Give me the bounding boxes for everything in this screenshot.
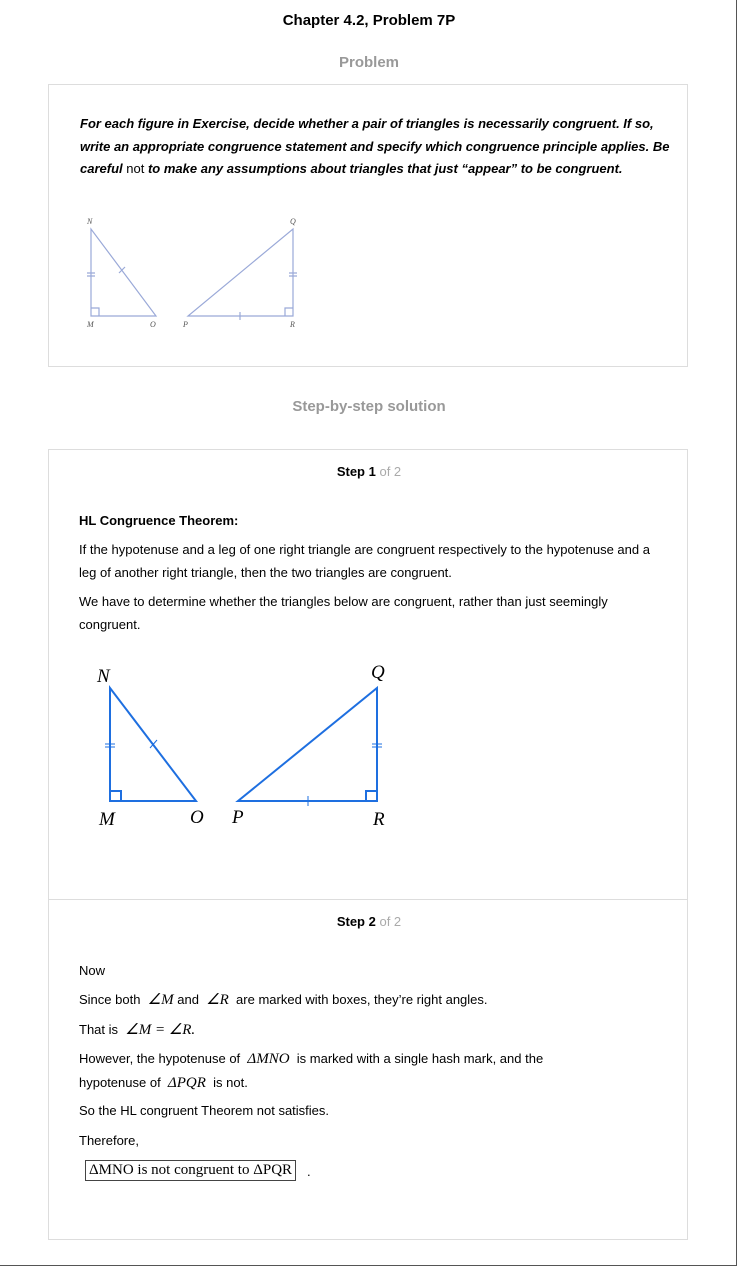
angle-r: ∠R bbox=[206, 992, 229, 1008]
step2-label: Step 2 bbox=[336, 914, 376, 929]
theorem-text: If the hypotenuse and a leg of one right triangle are congruent respectively to the hypotenuse and a leg of another right triangle, then the two triangles are congruent. bbox=[79, 542, 650, 580]
problem-text-not: not bbox=[126, 161, 145, 176]
solution-heading: Step-by-step solution bbox=[292, 398, 446, 415]
small-label-o: O bbox=[150, 320, 156, 329]
theorem-title: HL Congruence Theorem: bbox=[79, 513, 239, 528]
label-m: M bbox=[99, 809, 115, 830]
answer-period: . bbox=[307, 1164, 311, 1179]
hyp-of-text: hypotenuse of bbox=[79, 1075, 161, 1090]
label-q: Q bbox=[371, 662, 385, 683]
triangle-pqr: ΔPQR bbox=[167, 1075, 206, 1091]
problem-statement bbox=[80, 113, 670, 181]
label-r: R bbox=[373, 809, 385, 830]
small-label-m: M bbox=[87, 320, 94, 329]
small-label-q: Q bbox=[290, 217, 296, 226]
single-hash-text: is marked with a single hash mark, and the bbox=[296, 1051, 544, 1066]
hypotenuse-line bbox=[79, 1047, 669, 1095]
therefore-text: Therefore, bbox=[79, 1133, 139, 1148]
problem-heading: Problem bbox=[338, 54, 399, 71]
small-label-p: P bbox=[183, 320, 188, 329]
now-text: Now bbox=[79, 963, 106, 978]
marked-boxes-text: are marked with boxes, they’re right angles. bbox=[236, 992, 488, 1007]
equality-line bbox=[79, 1018, 669, 1042]
solution-card bbox=[48, 449, 688, 1240]
step2-of: of 2 bbox=[379, 914, 402, 929]
problem-card bbox=[48, 84, 688, 367]
however-text: However, the hypotenuse of bbox=[79, 1051, 241, 1066]
problem-text-part2: to make any assumptions about triangles that just “appear” to be congruent. bbox=[147, 161, 623, 176]
right-angles-line bbox=[79, 988, 669, 1012]
chapter-title: Chapter 4.2, Problem 7P bbox=[282, 12, 456, 29]
label-o: O bbox=[190, 807, 204, 828]
so-text: So the HL congruent Theorem not satisfies. bbox=[79, 1103, 330, 1118]
triangle-mno: ΔMNO bbox=[247, 1051, 290, 1067]
small-label-r: R bbox=[290, 320, 295, 329]
label-p: P bbox=[232, 807, 244, 828]
is-not-text: is not. bbox=[213, 1075, 248, 1090]
since-both-text: Since both bbox=[79, 992, 141, 1007]
step2-header bbox=[49, 914, 689, 929]
that-is-text: That is bbox=[79, 1022, 119, 1037]
answer-box: ΔMNO is not congruent to ΔPQR bbox=[85, 1160, 296, 1181]
angle-m: ∠M bbox=[147, 992, 174, 1008]
angle-equality: ∠M = ∠R. bbox=[125, 1022, 196, 1038]
and-text: and bbox=[177, 992, 199, 1007]
step-divider bbox=[49, 899, 687, 900]
step1-label: Step 1 bbox=[336, 464, 376, 479]
step1-header bbox=[49, 464, 689, 479]
problem-text-part1: For each figure in Exercise, decide whether a pair of triangles is necessarily congruent. If so, write an appropriate congruence statement and specify which congruence principle applies. Be careful bbox=[80, 116, 670, 176]
step1-triangles-figure bbox=[94, 660, 404, 830]
determine-text: We have to determine whether the triangles below are congruent, rather than just seemingly congruent. bbox=[79, 594, 608, 632]
label-n: N bbox=[97, 666, 110, 687]
small-label-n: N bbox=[87, 217, 93, 226]
problem-triangles-figure bbox=[79, 215, 309, 333]
step1-of: of 2 bbox=[379, 464, 402, 479]
